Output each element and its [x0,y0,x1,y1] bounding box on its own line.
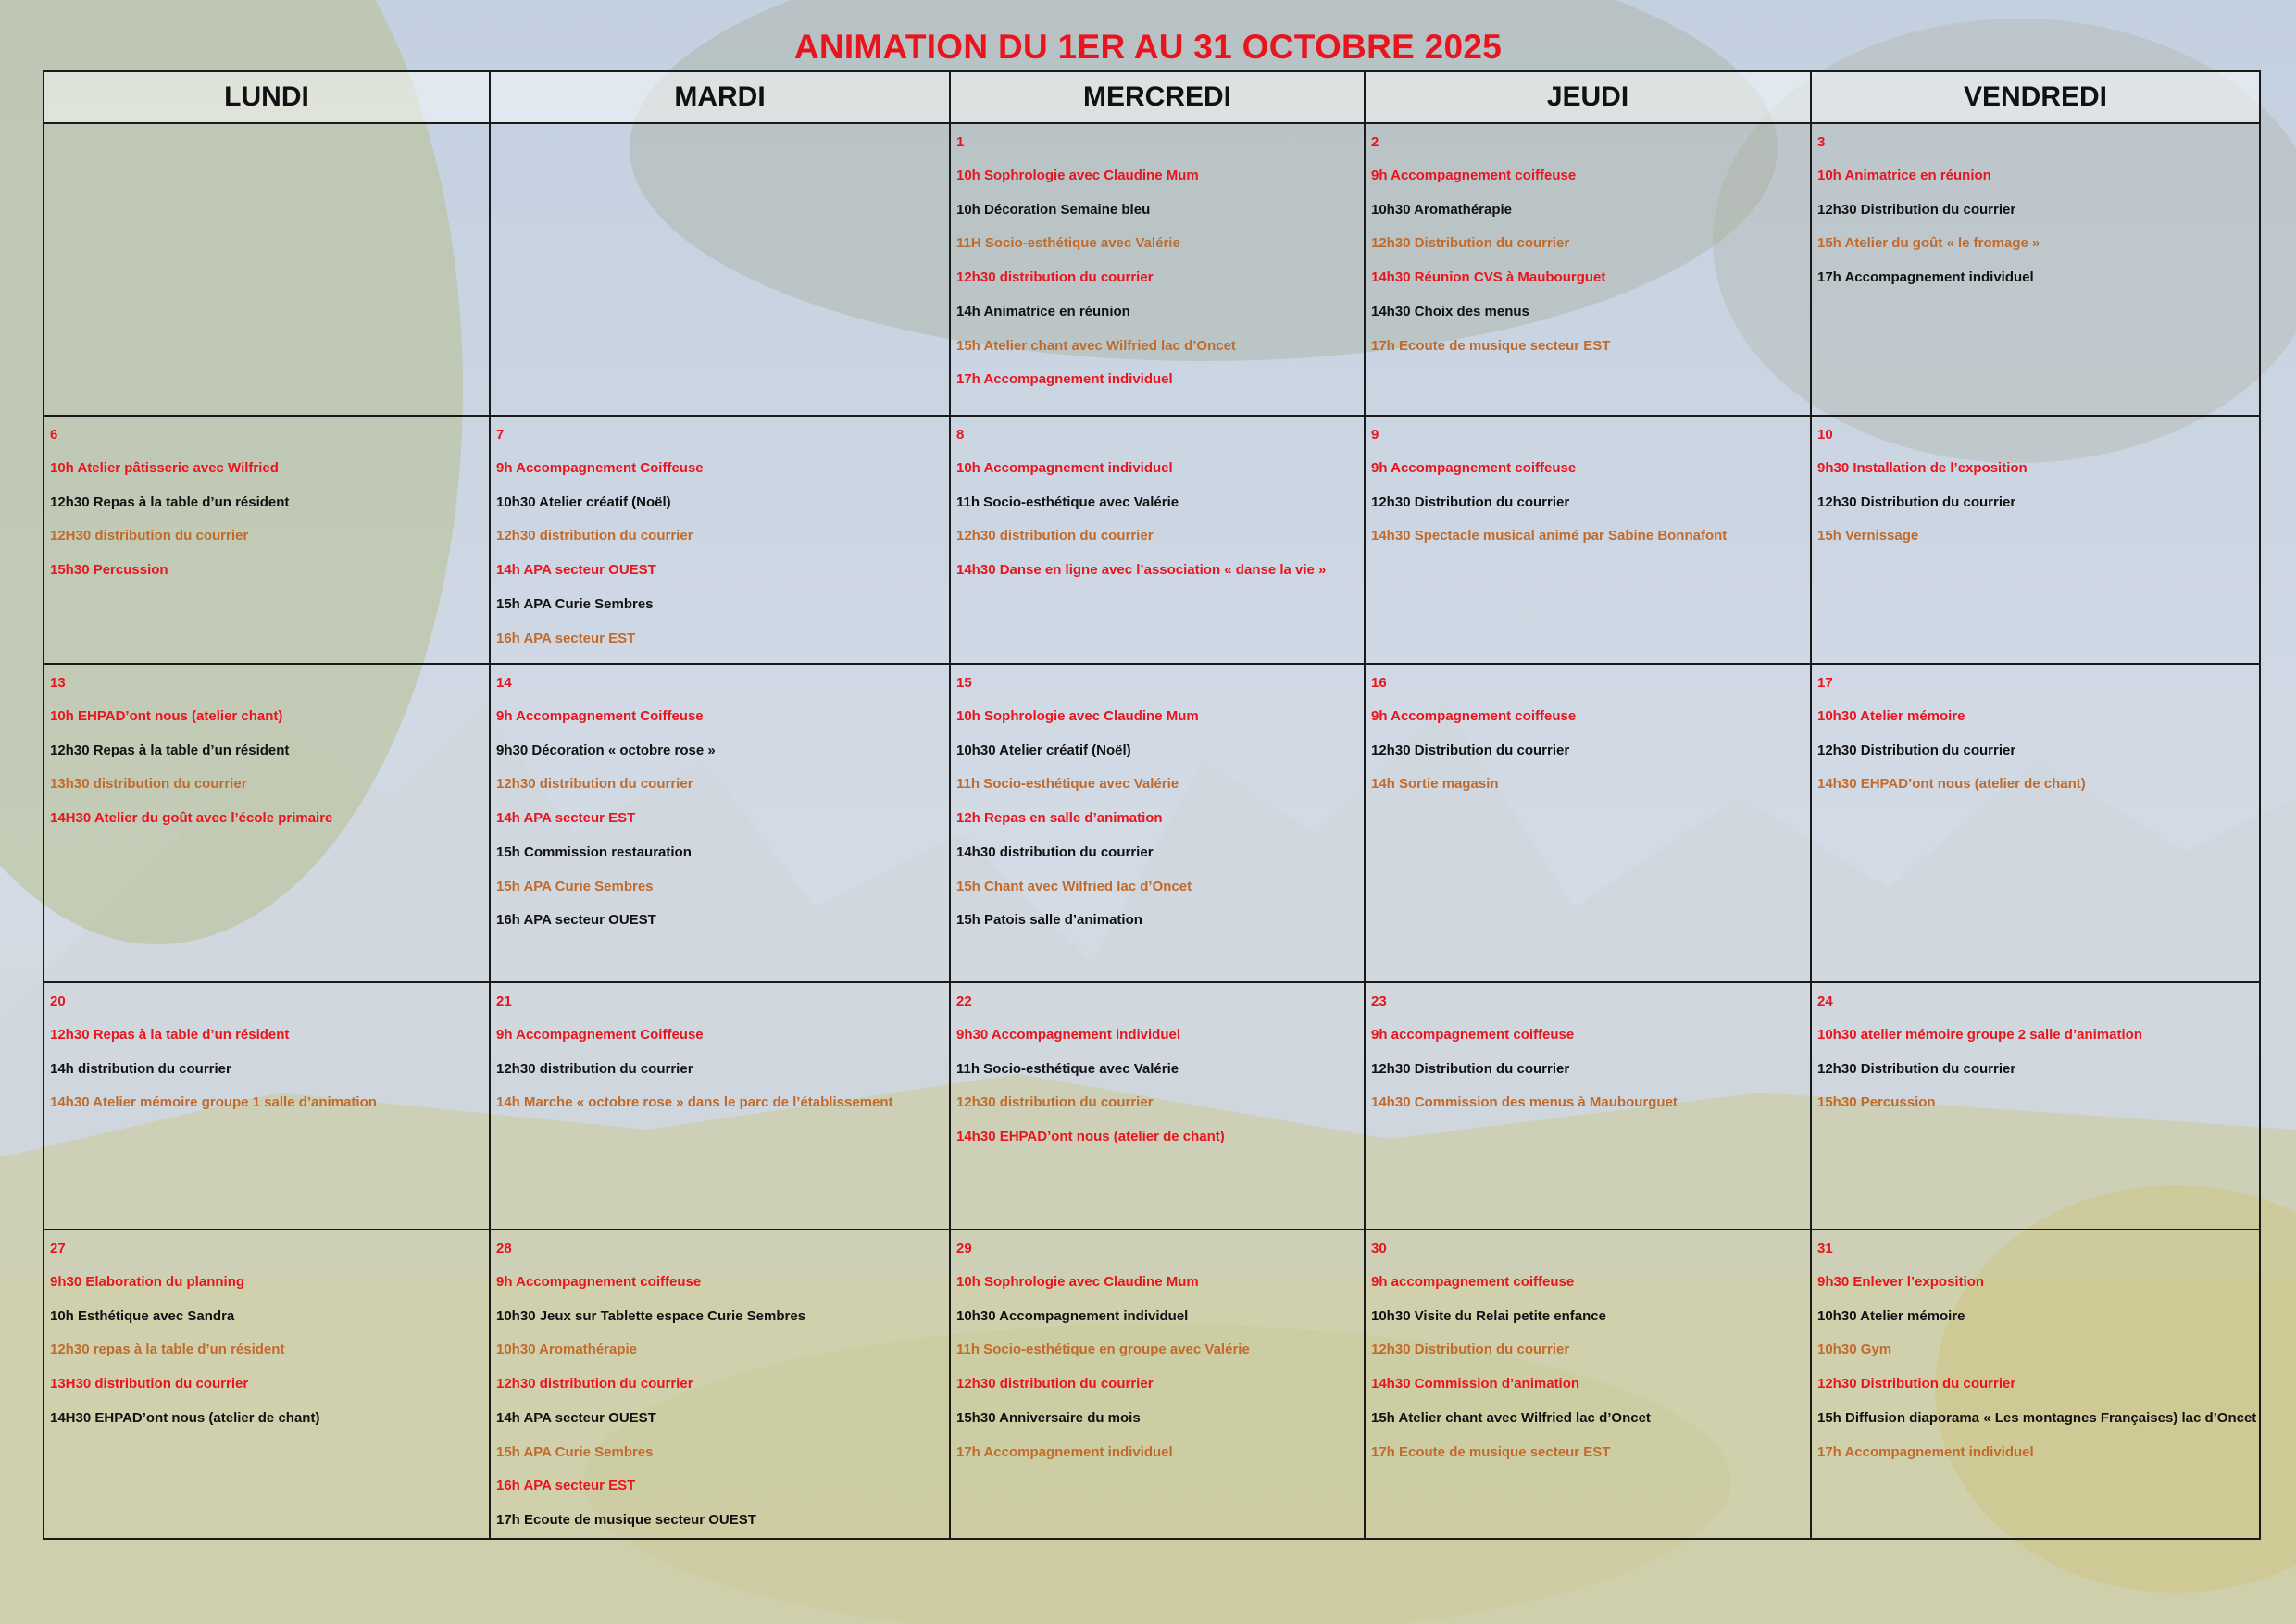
day-number: 15 [956,675,972,691]
event-item: 14H30 EHPAD’ont nous (atelier de chant) [50,1409,320,1426]
event-item: 9h Accompagnement Coiffeuse [496,1027,704,1043]
event-item: 9h Accompagnement coiffeuse [1371,168,1577,183]
event-item: 15h Atelier chant avec Wilfried lac d’Oncet [1371,1409,1651,1426]
day-number: 29 [956,1241,972,1256]
event-item: 9h accompagnement coiffeuse [1371,1027,1575,1043]
event-item: 12h30 distribution du courrier [956,269,1154,286]
day-number: 21 [496,993,512,1009]
event-item: 12h30 Repas à la table d’un résident [50,742,290,758]
day-number: 2 [1371,134,1379,150]
event-item: 11h Socio-esthétique avec Valérie [956,493,1179,510]
event-item: 9h accompagnement coiffeuse [1371,1274,1575,1290]
event-item: 14H30 Atelier du goût avec l’école primaire [50,810,333,827]
event-item: 10h Esthétique avec Sandra [50,1307,235,1324]
event-item: 10h Sophrologie avec Claudine Mum [956,168,1199,183]
event-item: 12h30 repas à la table d’un résident [50,1342,285,1358]
event-item: 15h Patois salle d’animation [956,912,1142,929]
day-cell-mardi [490,123,950,416]
weekday-header-jeudi: JEUDI [1365,71,1811,123]
event-item: 14h30 Commission d’animation [1371,1376,1580,1393]
event-item: 17h Accompagnement individuel [1817,269,2034,286]
day-cell-lundi [44,1230,490,1539]
event-item: 14h APA secteur EST [496,810,636,827]
event-item: 17h Ecoute de musique secteur EST [1371,1443,1611,1460]
event-item: 11h Socio-esthétique en groupe avec Valérie [956,1342,1250,1358]
day-cell-mardi [490,1230,950,1539]
event-item: 15h Atelier chant avec Wilfried lac d’Oncet [956,337,1236,354]
event-item: 14h30 Choix des menus [1371,303,1529,319]
event-item: 10h30 Aromathérapie [496,1342,638,1358]
week-row [44,416,2260,664]
event-item: 11h Socio-esthétique avec Valérie [956,776,1179,793]
event-item: 14h Marche « octobre rose » dans le parc de l’établissement [496,1094,893,1111]
event-item: 12h30 distribution du courrier [496,528,693,544]
event-item: 14h Sortie magasin [1371,776,1499,793]
event-item: 9h Accompagnement coiffeuse [1371,708,1577,724]
event-item: 10h30 Atelier créatif (Noël) [496,493,671,510]
event-item: 12h30 distribution du courrier [956,1094,1154,1111]
day-cell-jeudi [1365,982,1811,1230]
event-item: 9h30 Installation de l’exposition [1817,460,2028,476]
page-title: ANIMATION DU 1ER AU 31 OCTOBRE 2025 [793,28,1503,66]
day-number: 8 [956,427,965,443]
event-item: 12h30 distribution du courrier [956,1376,1154,1393]
event-item: 15h Chant avec Wilfried lac d’Oncet [956,878,1192,894]
day-number: 9 [1371,427,1379,443]
event-item: 9h Accompagnement Coiffeuse [496,708,704,724]
event-item: 10h30 Atelier mémoire [1817,1307,1965,1324]
event-item: 12h30 distribution du courrier [496,1376,693,1393]
event-item: 14h30 Danse en ligne avec l’association « danse la vie » [956,562,1327,579]
event-item: 10h Décoration Semaine bleu [956,201,1151,218]
event-item: 15h Commission restauration [496,843,692,860]
event-item: 14h distribution du courrier [50,1060,231,1077]
event-item: 9h30 Décoration « octobre rose » [496,742,716,758]
event-item: 12h30 Distribution du courrier [1817,1060,2016,1077]
event-item: 12h30 distribution du courrier [956,528,1154,544]
day-number: 23 [1371,993,1387,1009]
event-item: 12h30 Distribution du courrier [1817,201,2016,218]
weekday-header-mardi: MARDI [490,71,950,123]
event-item: 9h Accompagnement Coiffeuse [496,460,704,476]
event-item: 10h30 Jeux sur Tablette espace Curie Sembres [496,1307,806,1324]
event-item: 10h Sophrologie avec Claudine Mum [956,708,1199,724]
event-item: 12h30 Distribution du courrier [1371,1060,1570,1077]
event-item: 11h Socio-esthétique avec Valérie [956,1060,1179,1077]
event-item: 14h APA secteur OUEST [496,562,656,579]
day-number: 7 [496,427,505,443]
event-item: 14h APA secteur OUEST [496,1409,656,1426]
event-item: 15h30 Percussion [50,562,168,579]
day-number: 3 [1817,134,1826,150]
event-item: 16h APA secteur EST [496,630,636,646]
day-cell-vendredi [1811,1230,2260,1539]
weekday-header-mercredi: MERCREDI [950,71,1365,123]
event-item: 9h30 Elaboration du planning [50,1274,245,1290]
day-cell-mercredi [950,123,1365,416]
event-item: 14h Animatrice en réunion [956,303,1130,319]
event-item: 12h30 Repas à la table d’un résident [50,493,290,510]
day-cell-jeudi [1365,1230,1811,1539]
weekday-header-row [44,71,2260,123]
event-item: 14h30 distribution du courrier [956,843,1154,860]
event-item: 17h Accompagnement individuel [956,371,1173,388]
event-item: 14h30 EHPAD’ont nous (atelier de chant) [1817,776,2086,793]
event-item: 15h APA Curie Sembres [496,595,654,612]
event-item: 10h30 Accompagnement individuel [956,1307,1189,1324]
event-item: 9h30 Accompagnement individuel [956,1027,1180,1043]
event-item: 14h30 EHPAD’ont nous (atelier de chant) [956,1129,1225,1145]
event-item: 10h EHPAD’ont nous (atelier chant) [50,708,283,724]
event-item: 14h30 Spectacle musical animé par Sabine Bonnafont [1371,528,1728,544]
weekday-header-lundi: LUNDI [44,71,490,123]
day-cell-mercredi [950,982,1365,1230]
day-cell-jeudi [1365,664,1811,982]
event-item: 10h30 atelier mémoire groupe 2 salle d’animation [1817,1027,2142,1043]
day-cell-lundi [44,982,490,1230]
day-number: 1 [956,134,965,150]
event-item: 10h30 Aromathérapie [1371,201,1513,218]
event-item: 15h Atelier du goût « le fromage » [1817,235,2040,252]
event-item: 16h APA secteur EST [496,1478,636,1494]
day-cell-jeudi [1365,123,1811,416]
calendar-table [43,70,2261,1540]
event-item: 9h Accompagnement coiffeuse [1371,460,1577,476]
event-item: 17h Accompagnement individuel [956,1443,1173,1460]
day-cell-lundi [44,123,490,416]
day-number: 20 [50,993,66,1009]
event-item: 10h30 Atelier créatif (Noël) [956,742,1131,758]
event-item: 14h30 Réunion CVS à Maubourguet [1371,269,1606,286]
week-row [44,664,2260,982]
week-row [44,982,2260,1230]
day-number: 30 [1371,1241,1387,1256]
event-item: 13H30 distribution du courrier [50,1376,249,1393]
day-cell-jeudi [1365,416,1811,664]
event-item: 15h APA Curie Sembres [496,878,654,894]
day-number: 10 [1817,427,1833,443]
event-item: 12h30 Distribution du courrier [1371,742,1570,758]
event-item: 9h30 Enlever l’exposition [1817,1274,1985,1290]
event-item: 12h30 Distribution du courrier [1371,235,1570,252]
week-row [44,123,2260,416]
event-item: 12h Repas en salle d’animation [956,810,1163,827]
event-item: 12h30 distribution du courrier [496,776,693,793]
event-item: 10h Sophrologie avec Claudine Mum [956,1274,1199,1290]
event-item: 12h30 distribution du courrier [496,1060,693,1077]
event-item: 10h30 Visite du Relai petite enfance [1371,1307,1606,1324]
weekday-header-vendredi: VENDREDI [1811,71,2260,123]
day-number: 13 [50,675,66,691]
event-item: 11H Socio-esthétique avec Valérie [956,235,1180,252]
day-cell-vendredi [1811,982,2260,1230]
day-number: 27 [50,1241,66,1256]
day-number: 22 [956,993,972,1009]
event-item: 15h30 Anniversaire du mois [956,1409,1141,1426]
event-item: 10h30 Atelier mémoire [1817,708,1965,724]
day-cell-lundi [44,416,490,664]
event-item: 12h30 Distribution du courrier [1371,493,1570,510]
event-item: 16h APA secteur OUEST [496,912,656,929]
day-cell-mardi [490,664,950,982]
week-row [44,1230,2260,1539]
event-item: 12h30 Distribution du courrier [1817,493,2016,510]
event-item: 10h Animatrice en réunion [1817,168,1991,183]
event-item: 12h30 Distribution du courrier [1817,742,2016,758]
day-number: 6 [50,427,58,443]
event-item: 15h Vernissage [1817,528,1919,544]
event-item: 12h30 Distribution du courrier [1371,1342,1570,1358]
event-item: 15h APA Curie Sembres [496,1443,654,1460]
day-cell-vendredi [1811,416,2260,664]
day-number: 14 [496,675,512,691]
day-number: 24 [1817,993,1833,1009]
event-item: 12H30 distribution du courrier [50,528,249,544]
day-cell-vendredi [1811,664,2260,982]
day-number: 16 [1371,675,1387,691]
event-item: 15h30 Percussion [1817,1094,1936,1111]
event-item: 17h Ecoute de musique secteur OUEST [496,1511,756,1528]
day-cell-mercredi [950,664,1365,982]
event-item: 14h30 Commission des menus à Maubourguet [1371,1094,1678,1111]
event-item: 13h30 distribution du courrier [50,776,247,793]
day-cell-mercredi [950,1230,1365,1539]
event-item: 15h Diffusion diaporama « Les montagnes Françaises) lac d’Oncet [1817,1409,2257,1426]
event-item: 12h30 Repas à la table d’un résident [50,1027,290,1043]
day-number: 31 [1817,1241,1833,1256]
day-cell-lundi [44,664,490,982]
day-cell-vendredi [1811,123,2260,416]
event-item: 12h30 Distribution du courrier [1817,1376,2016,1393]
event-item: 17h Ecoute de musique secteur EST [1371,337,1611,354]
event-item: 9h Accompagnement coiffeuse [496,1274,702,1290]
day-number: 28 [496,1241,512,1256]
event-item: 10h Accompagnement individuel [956,460,1173,476]
event-item: 17h Accompagnement individuel [1817,1443,2034,1460]
day-cell-mardi [490,982,950,1230]
day-cell-mercredi [950,416,1365,664]
day-cell-mardi [490,416,950,664]
event-item: 10h30 Gym [1817,1342,1892,1358]
event-item: 10h Atelier pâtisserie avec Wilfried [50,460,279,476]
event-item: 14h30 Atelier mémoire groupe 1 salle d’animation [50,1094,377,1111]
day-number: 17 [1817,675,1833,691]
